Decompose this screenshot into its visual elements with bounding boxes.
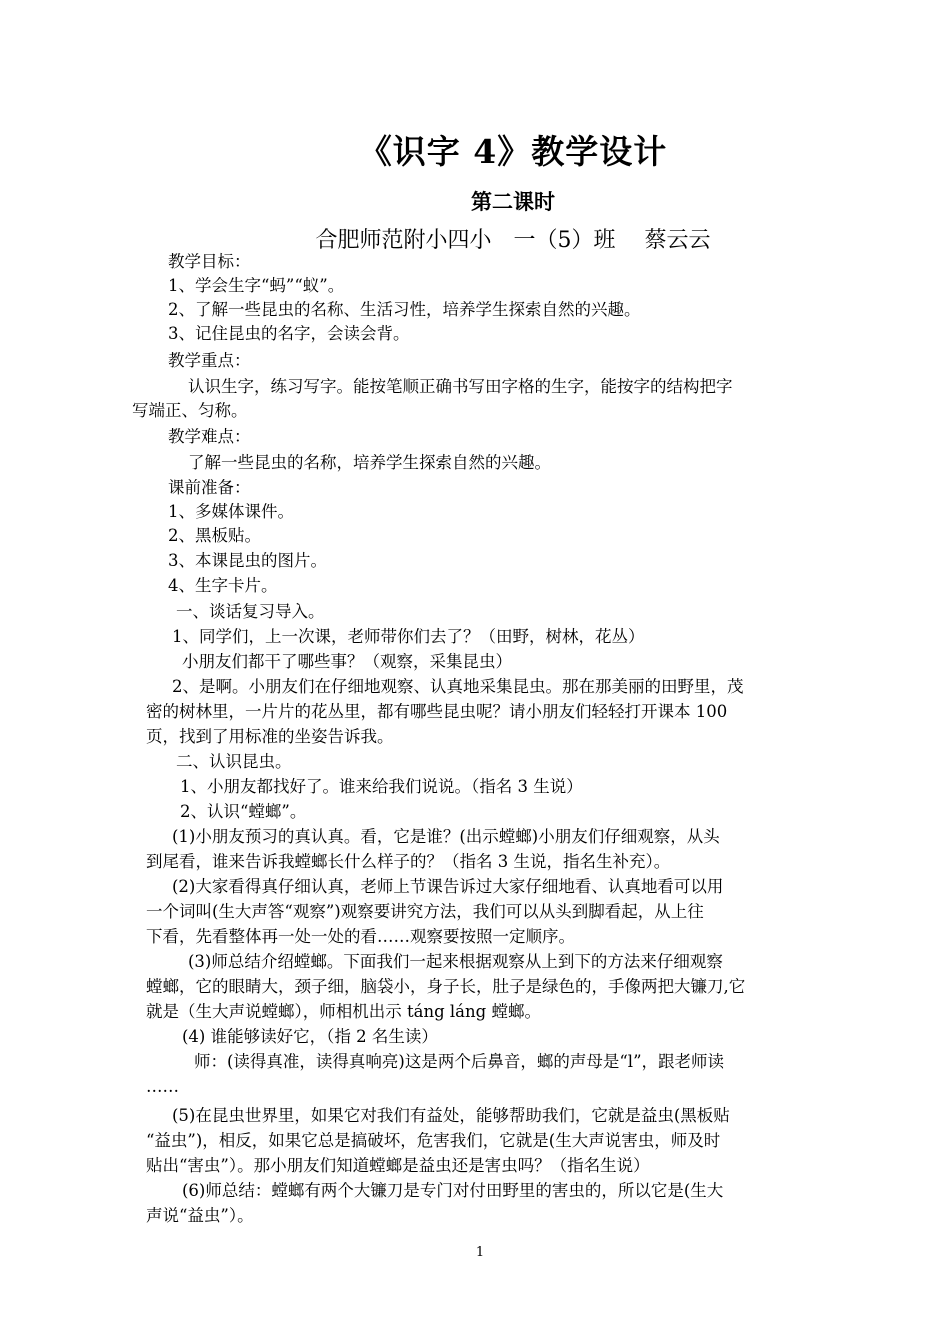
section-heading: 教学难点： [168,427,251,446]
section-heading: 课前准备： [168,478,251,497]
paragraph-line: (6)师总结：螳螂有两个大镰刀是专门对付田野里的害虫的，所以它是(生大 [182,1181,724,1200]
paragraph-line: 写端正、匀称。 [132,401,248,420]
paragraph-line: 页，找到了用标准的坐姿告诉我。 [146,727,394,746]
paragraph-line: 小朋友们都干了哪些事？（观察，采集昆虫） [182,652,512,671]
list-item: 4、生字卡片。 [168,576,278,595]
document-title: 《识字 4》教学设计 [358,132,668,171]
paragraph-line: 密的树林里，一片片的花丛里，都有哪些昆虫呢？请小朋友们轻轻打开课本 100 [146,702,728,721]
list-item: 3、本课昆虫的图片。 [168,551,327,570]
paragraph-line: 2、认识“螳螂”。 [180,802,307,821]
list-item: 3、记住昆虫的名字，会读会背。 [168,324,410,343]
document-subtitle: 第二课时 [471,189,555,214]
paragraph-line: 2、是啊。小朋友们在仔细地观察、认真地采集昆虫。那在那美丽的田野里，茂 [172,677,744,696]
paragraph-line: 下看，先看整体再一处一处的看……观察要按照一定顺序。 [146,927,575,946]
paragraph-line: (4) 谁能够读好它，（指 2 名生读） [182,1027,438,1046]
paragraph-line: 了解一些昆虫的名称，培养学生探索自然的兴趣。 [188,453,551,472]
paragraph-line: (2)大家看得真仔细认真，老师上节课告诉过大家仔细地看、认真地看可以用 [172,877,724,896]
list-item: 1、多媒体课件。 [168,502,294,521]
paragraph-line: 到尾看，谁来告诉我螳螂长什么样子的？（指名 3 生说，指名生补充）。 [146,852,671,871]
paragraph-line: 一个词叫(生大声答“观察”)观察要讲究方法，我们可以从头到脚看起，从上往 [146,902,704,921]
paragraph-line: (1)小朋友预习的真认真。看，它是谁？(出示螳螂)小朋友们仔细观察，从头 [172,827,720,846]
paragraph-line: 师：(读得真准，读得真响亮)这是两个后鼻音，螂的声母是“l”，跟老师读 [194,1052,725,1071]
section-heading: 教学重点： [168,351,251,370]
paragraph-line: 就是（生大声说螳螂），师相机出示 táng láng 螳螂。 [146,1002,541,1021]
list-item: 2、黑板贴。 [168,526,261,545]
paragraph-line: (3)师总结介绍螳螂。下面我们一起来根据观察从上到下的方法来仔细观察 [188,952,723,971]
paragraph-line: 贴出“害虫”）。那小朋友们知道螳螂是益虫还是害虫吗？（指名生说） [146,1156,650,1175]
paragraph-line: 认识生字，练习写字。能按笔顺正确书写田字格的生字，能按字的结构把字 [188,377,733,396]
page-number: 1 [475,1245,485,1260]
paragraph-line: 1、同学们，上一次课，老师带你们去了？（田野，树林，花丛） [172,627,645,646]
section-heading: 教学目标： [168,252,251,271]
section-heading: 二、认识昆虫。 [176,752,292,771]
paragraph-line: 声说“益虫”）。 [146,1206,254,1225]
list-item: 1、学会生字“蚂”“蚁”。 [168,276,345,295]
paragraph-line: 1、小朋友都找好了。谁来给我们说说。（指名 3 生说） [180,777,583,796]
author-line: 合肥师范附小四小 一（5）班 蔡云云 [315,228,711,253]
section-heading: 一、谈话复习导入。 [176,602,325,621]
paragraph-line: 螳螂，它的眼睛大，颈子细，脑袋小，身子长，肚子是绿色的，手像两把大镰刀,它 [146,977,746,996]
paragraph-line: (5)在昆虫世界里，如果它对我们有益处，能够帮助我们，它就是益虫(黑板贴 [172,1106,730,1125]
list-item: 2、了解一些昆虫的名称、生活习性，培养学生探索自然的兴趣。 [168,300,641,319]
paragraph-line: “益虫”)，相反，如果它总是搞破坏，危害我们，它就是(生大声说害虫，师及时 [146,1131,721,1150]
paragraph-line: …… [146,1077,179,1096]
